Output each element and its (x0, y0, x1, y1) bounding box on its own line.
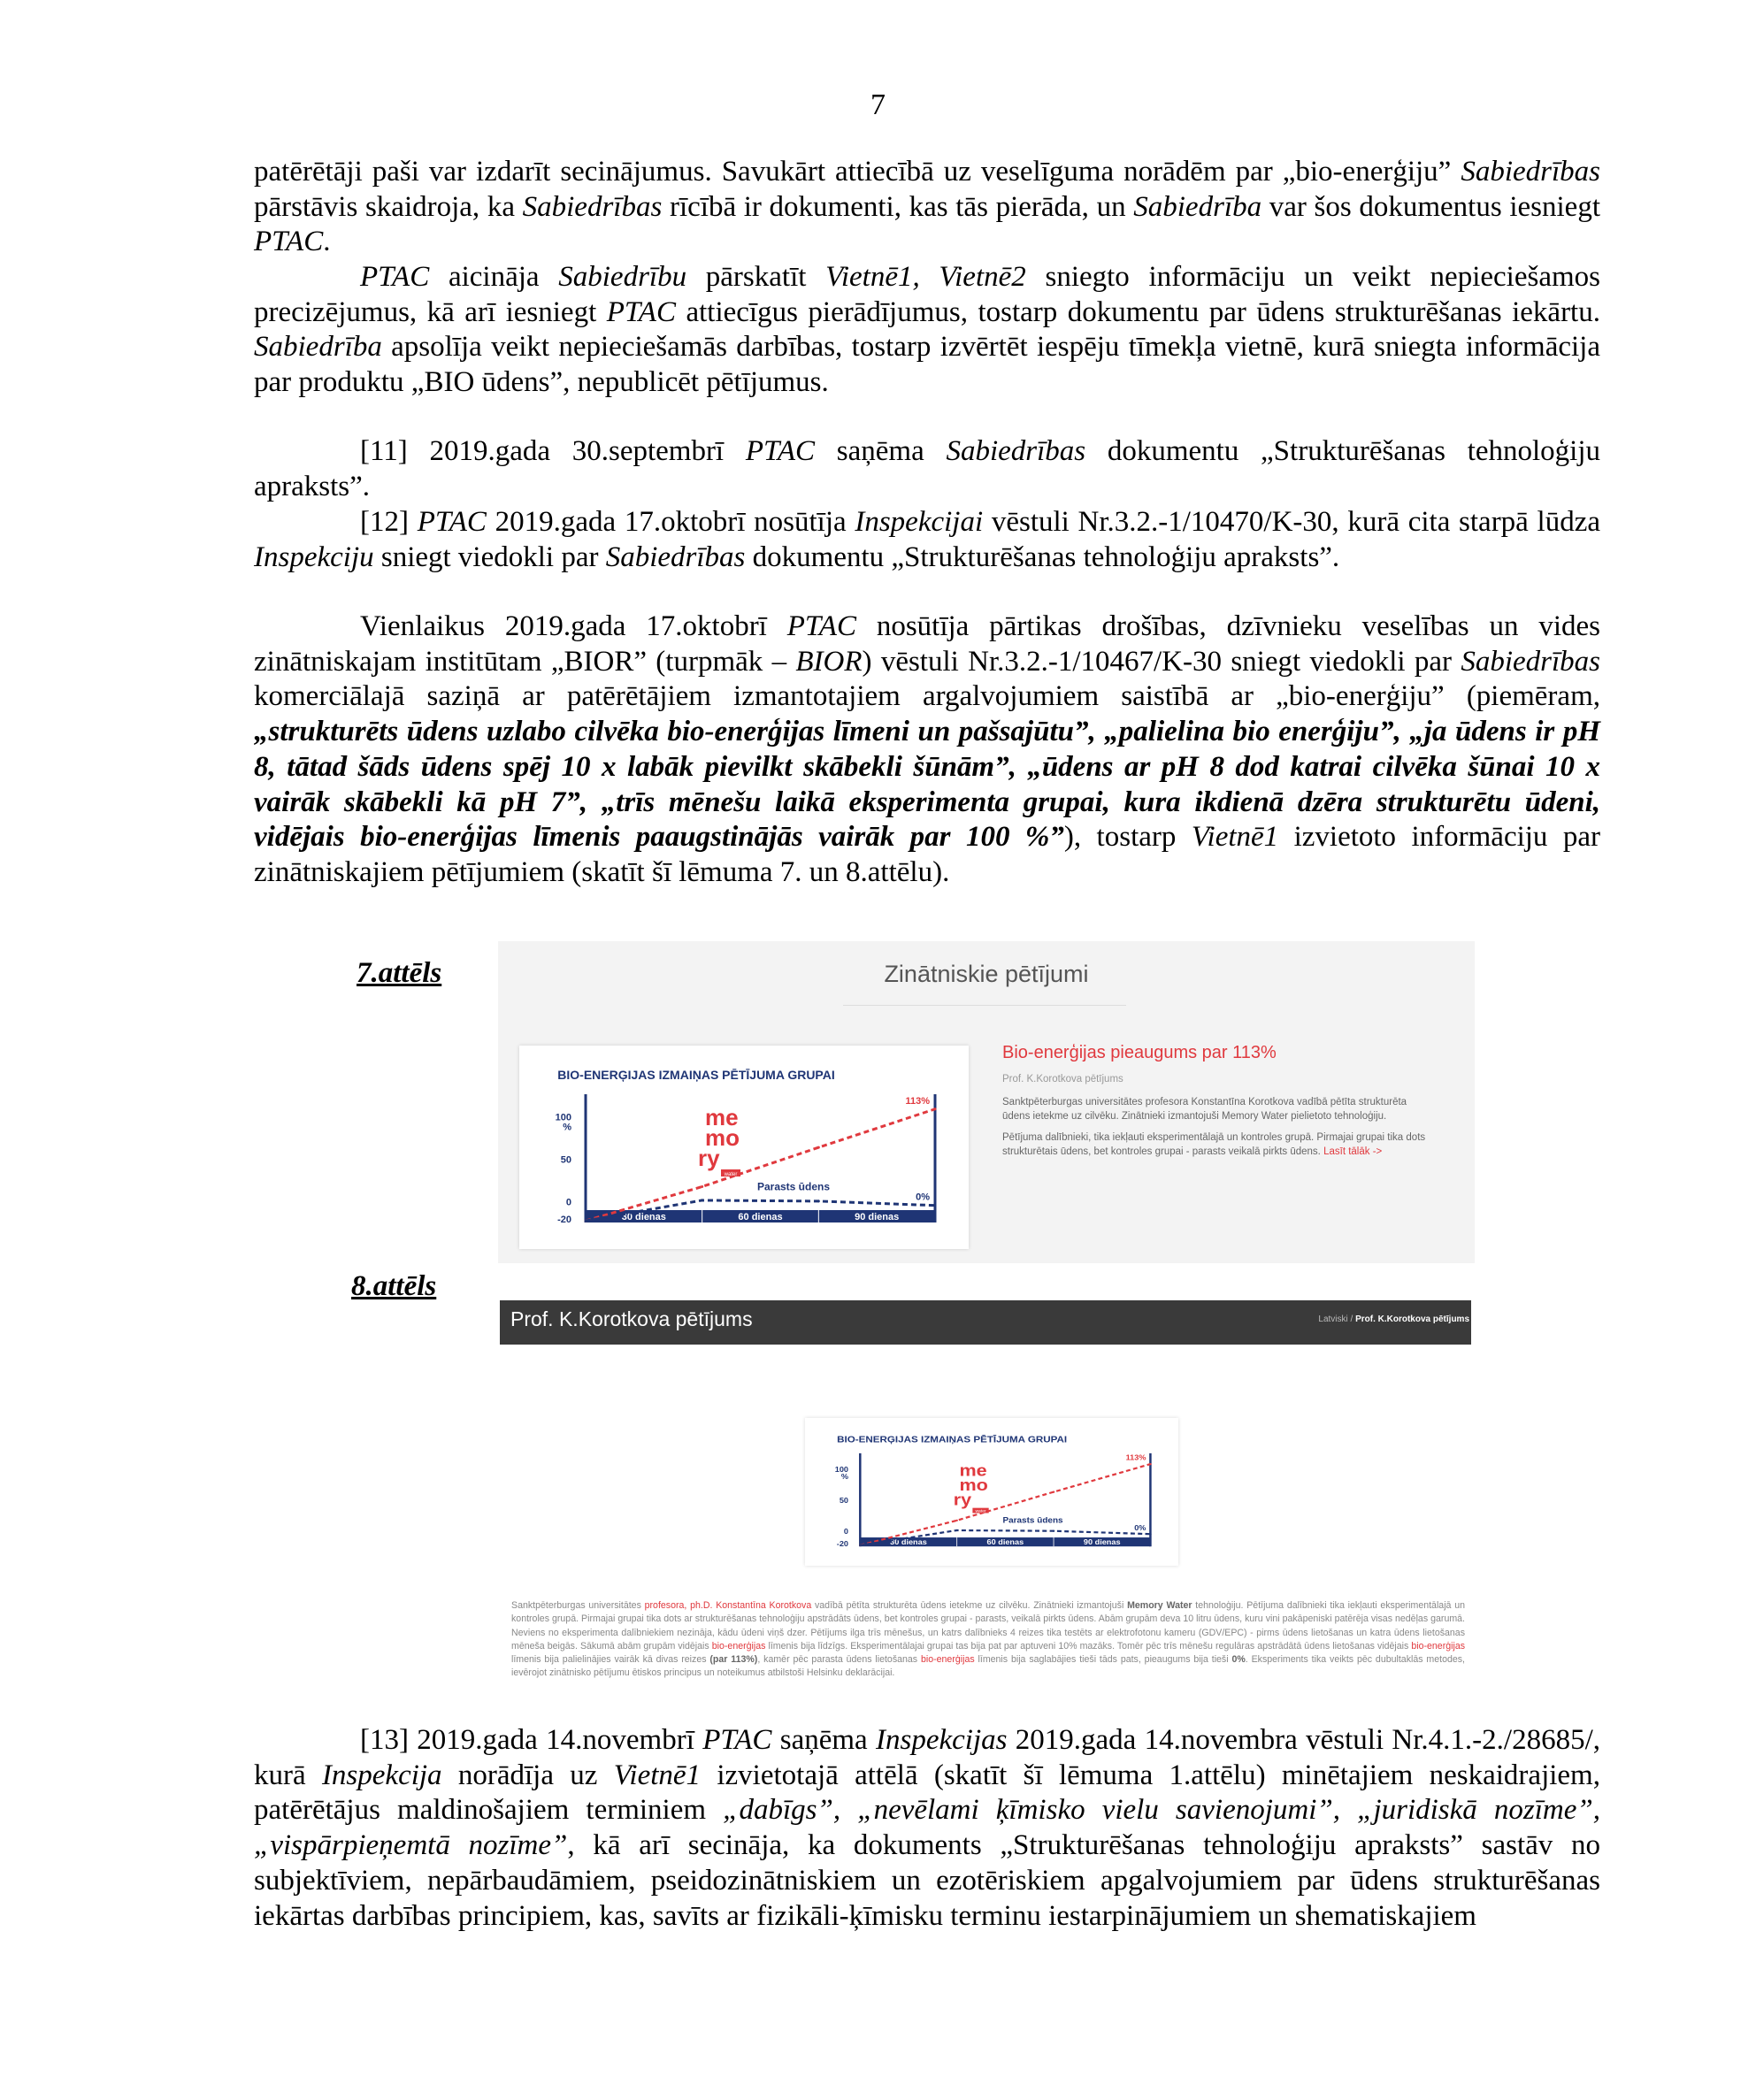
research-section-title: Zinātniskie pētījumi (884, 961, 1089, 987)
logo-text-mo: mo (959, 1476, 988, 1495)
data-point (701, 1199, 703, 1201)
data-point (955, 1520, 957, 1521)
logo-text-ry: ry (953, 1491, 972, 1510)
data-point (934, 1204, 937, 1207)
x-tick-label: 30 dienas (621, 1212, 666, 1222)
figure-8-caption: 8.attēls (351, 1270, 437, 1302)
research-paragraph: Pētījuma dalībnieki, tika iekļauti eksperimentālajā un kontroles grupā. Pirmajai grupai tika dots strukturētais ūdens, bet kontroles grupai - parasts veikalā pirkts ūdens. Lasīt tālāk -> (1002, 1132, 1426, 1157)
logo-text-me: me (959, 1461, 987, 1481)
chart-title: BIO-ENERĢIJAS IZMAIŅAS PĒTĪJUMA GRUPAI (837, 1435, 1068, 1445)
breadcrumb-current: Prof. K.Korotkova pētījums (1355, 1314, 1469, 1324)
data-point (1149, 1463, 1151, 1465)
logo-text-water: water (724, 1172, 738, 1177)
chart-title: BIO-ENERĢIJAS IZMAIŅAS PĒTĪJUMA GRUPAI (557, 1068, 835, 1082)
data-point (817, 1146, 820, 1149)
paragraph-13: [13] 2019.gada 14.novembrī PTAC saņēma Inspekcijas 2019.gada 14.novembra vēstuli Nr.4.1.-2./28685/, kurā Inspekcija norādīja uz Vietnē1 izvietotajā attēlā (skatīt šī lēmuma 1.attēlu) minētajiem neskaidrajiem, patērētājus maldinošajiem terminiem „dabīgs”, „nevēlami ķīmisko vielu savienojumi”, „juridiskā nozīme”, „vispārpieņemtā nozīme”, kā arī secināja, ka dokuments „Strukturēšanas tehnoloģiju apraksts” sastāv no subjektīviem, nepārbaudāmiem, pseidozinātniskiem un ezotēriskiem apgalvojumiem par ūdens strukturēšanas iekārtas darbības principiem, kas, savīts ar fizikāli-ķīmisku terminu iestarpinājumiem un shematiskajiem (254, 1724, 1601, 1932)
series-line-0 (586, 1109, 935, 1221)
bio-energy-chart (519, 1046, 969, 1249)
breadcrumb-home-link[interactable]: Latviski (1318, 1314, 1348, 1324)
bio-energy-chart (805, 1418, 1178, 1566)
data-point (955, 1529, 957, 1531)
page-number: 7 (870, 88, 886, 121)
read-more-link[interactable]: Lasīt tālāk -> (1323, 1146, 1383, 1157)
figure-7-screenshot (498, 941, 1475, 1263)
y-tick-label: -20 (836, 1539, 849, 1549)
x-tick-label: 90 dienas (1083, 1537, 1121, 1546)
data-point (817, 1199, 820, 1202)
research-paragraph: Sanktpēterburgas universitātes profesora Konstantīna Korotkova vadībā pētīta strukturēta ūdens ietekme uz cilvēku. Zinātnieki izmantojuši Memory Water pielietoto tehnoloģiju. (1002, 1097, 1407, 1122)
data-point (701, 1185, 703, 1188)
y-tick-label: 100 (555, 1112, 571, 1123)
data-point (934, 1107, 937, 1110)
data-label: 0% (916, 1192, 930, 1203)
x-tick-label: 60 dienas (738, 1212, 783, 1222)
paragraph-bior: Vienlaikus 2019.gada 17.oktobrī PTAC nosūtīja pārtikas drošības, dzīvnieku veselības un vides zinātniskajam institūtam „BIOR” (turpmāk – BIOR) vēstuli Nr.3.2.-1/10467/K-30 sniegt viedokli par Sabiedrības komerciālajā saziņā ar patērētājiem izmantotajiem argalvojumiem saistībā ar „bio-enerģiju” (piemēram, „strukturēts ūdens uzlabo cilvēka bio-enerģijas līmeni un pašsajūtu”, „palielina bio enerģiju”, „ja ūdens ir pH 8, tātad šāds ūdens spēj 10 x labāk pievilkt skābekli šūnām”, „ūdens ar pH 8 dod katrai cilvēka šūnai 10 x vairāk skābekli kā pH 7”, „trīs mēnešu laikā eksperimenta grupai, kura ikdienā dzēra strukturētu ūdeni, vidējais bio-enerģijas līmenis paaugstinājās vairāk par 100 %”), tostarp Vietnē1 izvietoto informāciju par zinātniskajiem pētījumiem (skatīt šī lēmuma 7. un 8.attēlu). (254, 610, 1601, 888)
paragraph-12: [12] PTAC 2019.gada 17.oktobrī nosūtīja Inspekcijai vēstuli Nr.3.2.-1/10470/K-30, kurā cita starpā lūdza Inspekciju sniegt viedokli par Sabiedrības dokumentu „Strukturēšanas tehnoloģiju apraksts”. (254, 506, 1600, 573)
y-tick-label: 0 (843, 1527, 849, 1537)
logo-text-mo: mo (705, 1124, 740, 1151)
paragraph-11: [11] 2019.gada 30.septembrī PTAC saņēma Sabiedrības dokumentu „Strukturēšanas tehnoloģiju apraksts”. (254, 435, 1601, 502)
title-divider (843, 1005, 1126, 1006)
data-point (859, 1544, 861, 1546)
data-point (1053, 1530, 1054, 1532)
y-tick-unit: % (563, 1122, 571, 1133)
y-tick-label: 0 (565, 1197, 571, 1208)
y-tick-label: -20 (557, 1215, 571, 1225)
research-subheading: Prof. K.Korotkova pētījums (1002, 1074, 1123, 1084)
paragraph-1: patērētāji paši var izdarīt secinājumus. Savukārt attiecībā uz veselīguma norādēm par „bio-enerģiju” Sabiedrības pārstāvis skaidroja, ka Sabiedrības rīcībā ir dokumenti, kas tās pierāda, un Sabiedrība var šos dokumentus iesniegt PTAC. (254, 156, 1600, 258)
data-label: 0% (1134, 1523, 1146, 1532)
series-label: Parasts ūdens (1002, 1516, 1063, 1525)
research-summary (1002, 1043, 1427, 1166)
paragraph-2: PTAC aicināja Sabiedrību pārskatīt Vietnē1, Vietnē2 sniegto informāciju un veikt nepieciešamos precizējumus, kā arī iesniegt PTAC attiecīgus pierādījumus, tostarp dokumentu par ūdens strukturēšanas iekārtu. Sabiedrība apsolīja veikt nepieciešamās darbības, tostarp izvērtēt iespēju tīmekļa vietnē, kurā sniegta informācija par produktu „BIO ūdens”, nepublicēt pētījumus. (254, 261, 1600, 399)
data-label: 113% (905, 1095, 930, 1107)
data-point (1053, 1491, 1054, 1493)
y-tick-label: 100 (834, 1465, 849, 1475)
data-label: 113% (1125, 1453, 1146, 1462)
logo-text-ry: ry (698, 1145, 720, 1171)
x-tick-label: 90 dienas (855, 1212, 900, 1222)
x-tick-label: 30 dienas (890, 1537, 927, 1546)
series-label: Parasts ūdens (756, 1180, 831, 1193)
data-point (1149, 1533, 1151, 1535)
x-tick-label: 60 dienas (986, 1537, 1024, 1546)
figure-8-chart-card (805, 1418, 1178, 1566)
logo-text-me: me (705, 1104, 739, 1130)
series-line-0 (860, 1461, 1150, 1545)
y-tick-label: 50 (839, 1496, 849, 1506)
bio-energy-chart-card (519, 1046, 969, 1249)
y-tick-unit: % (840, 1472, 849, 1482)
figure-8-study-text: Sanktpēterburgas universitātes profesora, ph.D. Konstantīna Korotkova vadībā pētīta strukturēta ūdens ietekme uz cilvēku. Zinātnieki izmantojuši Memory Water tehnoloģiju. Pētījuma dalībnieki tika iekļauti eksperimentālajā un kontroles grupā. Pirmajai grupai tika dots ar strukturēšanas tehnoloģiju apstrādāts ūdens, bet kontroles grupai - parasts, veikalā pirkts ūdens. Abām grupām deva 10 litru ūdens, kuru vini pakāpeniski patērēja visas nedēļas garumā. Neviens no eksperimenta dalībniekiem nezināja, kādu ūdeni viņš dzer. Pētījums ilga trīs mēnešus, un katrs dalībnieks 4 reizes tika testēts ar elektrofotonu kameru (GDV/EPC) - pirms ūdens lietošanas un katra ūdens lietošanas mēneša beigās. Sākumā abām grupām vidējais bio-enerģijas līmenis bija līdzīgs. Eksperimentālajai grupai tas bija pat par aptuveni 10% mazāks. Tomēr pēc trīs mēnešu regulāras apstrādātā ūdens lietošanas vidējais bio-enerģijas līmenis bija palielinājies vairāk kā divas reizes (par 113%), kamēr pēc parasta ūdens lietošanas bio-enerģijas līmenis bija saglabājies tieši tāds pats, pieaugums bija tieši 0%. Eksperiments tika veikts pēc dubultaklās metodes, ievērojot zinātnisko pētījumu ētiskos principus un noteikumus atbilstoši Helsinku deklarācijai. (511, 1600, 1466, 1679)
page-title: Prof. K.Korotkova pētījums (510, 1307, 753, 1330)
y-tick-label: 50 (560, 1154, 571, 1166)
figure-7-caption: 7.attēls (357, 957, 442, 989)
logo-text-water: water (975, 1509, 986, 1514)
figure-8-header-bar (500, 1300, 1471, 1345)
breadcrumb: Latviski / Prof. K.Korotkova pētījums (1318, 1314, 1469, 1324)
research-heading: Bio-enerģijas pieaugums par 113% (1002, 1043, 1277, 1062)
data-point (585, 1220, 587, 1222)
